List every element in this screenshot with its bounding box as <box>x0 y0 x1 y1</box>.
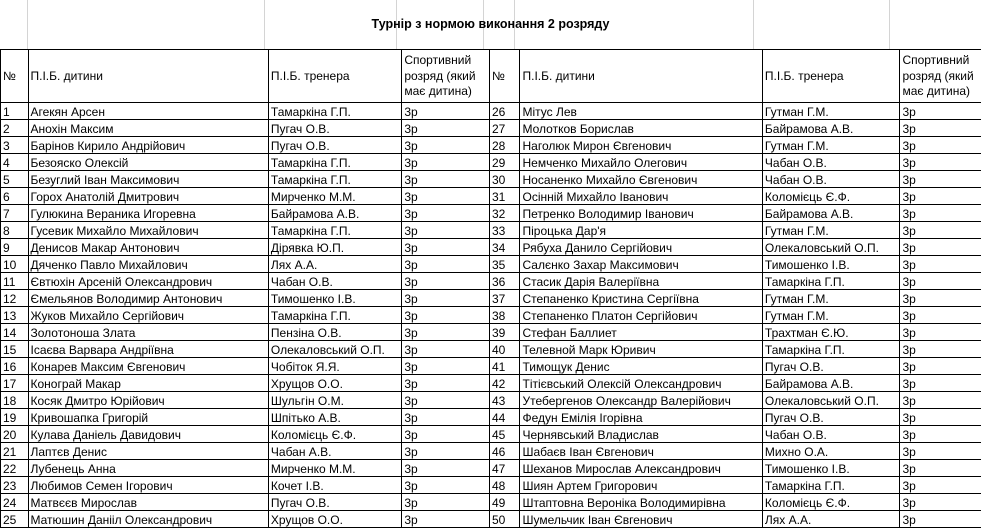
cell-rank[interactable]: 3р <box>900 426 981 443</box>
cell-num[interactable]: 26 <box>489 103 520 120</box>
cell-num[interactable]: 4 <box>1 154 29 171</box>
cell-child-name[interactable]: Степаненко Кристина Сергіївна <box>520 290 762 307</box>
table-row <box>1 154 981 171</box>
cell-coach-name[interactable]: Мирченко М.М. <box>268 460 401 477</box>
table-row <box>1 103 981 120</box>
cell-child-name[interactable]: Жуков Михайло Сергійович <box>28 307 268 324</box>
cell-child-name[interactable]: Безояско Олексій <box>28 154 268 171</box>
header-child-name[interactable]: П.І.Б. дитини <box>28 50 268 103</box>
cell-rank[interactable]: 3р <box>402 273 490 290</box>
cell-child-name[interactable]: Федун Емілія Ігорівна <box>520 409 762 426</box>
cell-rank[interactable]: 3р <box>402 137 490 154</box>
cell-coach-name[interactable]: Пугач О.В. <box>268 494 401 511</box>
cell-num[interactable]: 38 <box>489 307 520 324</box>
header-num[interactable]: № <box>489 50 520 103</box>
cell-child-name[interactable]: Безуглий Іван Максимович <box>28 171 268 188</box>
cell-coach-name[interactable]: Гутман Г.М. <box>762 137 900 154</box>
cell-num[interactable]: 37 <box>489 290 520 307</box>
cell-rank[interactable]: 3р <box>402 307 490 324</box>
cell-coach-name[interactable]: Дірявка Ю.П. <box>268 239 401 256</box>
cell-num[interactable]: 47 <box>489 460 520 477</box>
cell-rank[interactable]: 3р <box>900 307 981 324</box>
cell-num[interactable]: 36 <box>489 273 520 290</box>
cell-num[interactable]: 21 <box>1 443 29 460</box>
cell-coach-name[interactable]: Чобіток Я.Я. <box>268 358 401 375</box>
table-row <box>1 494 981 511</box>
cell-num[interactable]: 23 <box>1 477 29 494</box>
cell-coach-name[interactable]: Мирченко М.М. <box>268 188 401 205</box>
cell-coach-name[interactable]: Хрущов О.О. <box>268 511 401 528</box>
cell-num[interactable]: 44 <box>489 409 520 426</box>
cell-coach-name[interactable]: Чабан О.В. <box>268 273 401 290</box>
cell-child-name[interactable]: Носаненко Михайло Євгенович <box>520 171 762 188</box>
cell-rank[interactable]: 3р <box>402 256 490 273</box>
cell-child-name[interactable]: Степаненко Платон Сергійович <box>520 307 762 324</box>
cell-coach-name[interactable]: Лях А.А. <box>268 256 401 273</box>
cell-child-name[interactable]: Косяк Дмитро Юрійович <box>28 392 268 409</box>
cell-num[interactable]: 11 <box>1 273 29 290</box>
cell-num[interactable]: 24 <box>1 494 29 511</box>
cell-num[interactable]: 5 <box>1 171 29 188</box>
cell-rank[interactable]: 3р <box>900 120 981 137</box>
table-row <box>1 273 981 290</box>
cell-num[interactable]: 46 <box>489 443 520 460</box>
cell-num[interactable]: 31 <box>489 188 520 205</box>
cell-num[interactable]: 35 <box>489 256 520 273</box>
cell-child-name[interactable]: Рябуха Данило Сергійович <box>520 239 762 256</box>
table-row <box>1 120 981 137</box>
cell-child-name[interactable]: Шеханов Мирослав Александрович <box>520 460 762 477</box>
page-title: Турнір з нормою виконання 2 розряду <box>371 17 610 31</box>
table-row <box>1 341 981 358</box>
cell-child-name[interactable]: Конограй Макар <box>28 375 268 392</box>
cell-coach-name[interactable]: Чабан О.В. <box>762 426 900 443</box>
cell-coach-name[interactable]: Тамаркіна Г.П. <box>268 154 401 171</box>
table-row <box>1 460 981 477</box>
table-row <box>1 239 981 256</box>
cell-rank[interactable]: 3р <box>900 256 981 273</box>
cell-child-name[interactable]: Шабаєв Іван Євгенович <box>520 443 762 460</box>
cell-coach-name[interactable]: Пугач О.В. <box>268 120 401 137</box>
cell-rank[interactable]: 3р <box>900 443 981 460</box>
cell-rank[interactable]: 3р <box>900 205 981 222</box>
cell-child-name[interactable]: Горох Анатолій Дмитрович <box>28 188 268 205</box>
cell-rank[interactable]: 3р <box>402 324 490 341</box>
cell-child-name[interactable]: Тітієвський Олексій Олександрович <box>520 375 762 392</box>
participants-table <box>0 49 981 528</box>
cell-child-name[interactable]: Салєнко Захар Максимович <box>520 256 762 273</box>
cell-child-name[interactable]: Штаптовна Вероніка Володимирівна <box>520 494 762 511</box>
cell-num[interactable]: 8 <box>1 222 29 239</box>
cell-rank[interactable]: 3р <box>402 460 490 477</box>
cell-coach-name[interactable]: Тамаркіна Г.П. <box>268 222 401 239</box>
cell-rank[interactable]: 3р <box>900 222 981 239</box>
cell-num[interactable]: 41 <box>489 358 520 375</box>
cell-coach-name[interactable]: Гутман Г.М. <box>762 103 900 120</box>
cell-child-name[interactable]: Чернявський Владислав <box>520 426 762 443</box>
cell-coach-name[interactable]: Тамаркіна Г.П. <box>762 477 900 494</box>
cell-child-name[interactable]: Утебергенов Олександр Валерійович <box>520 392 762 409</box>
cell-coach-name[interactable]: Кочет І.В. <box>268 477 401 494</box>
cell-coach-name[interactable]: Шульгін О.М. <box>268 392 401 409</box>
cell-num[interactable]: 50 <box>489 511 520 528</box>
cell-child-name[interactable]: Лаптєв Денис <box>28 443 268 460</box>
cell-num[interactable]: 22 <box>1 460 29 477</box>
cell-rank[interactable]: 3р <box>900 511 981 528</box>
table-row <box>1 392 981 409</box>
cell-num[interactable]: 32 <box>489 205 520 222</box>
table-row <box>1 324 981 341</box>
title-band <box>0 0 981 49</box>
cell-rank[interactable]: 3р <box>402 120 490 137</box>
cell-num[interactable]: 29 <box>489 154 520 171</box>
cell-child-name[interactable]: Піроцька Дар'я <box>520 222 762 239</box>
cell-coach-name[interactable]: Гутман Г.М. <box>762 222 900 239</box>
table-row <box>1 137 981 154</box>
cell-rank[interactable]: 3р <box>402 511 490 528</box>
cell-rank[interactable]: 3р <box>900 409 981 426</box>
cell-child-name[interactable]: Немченко Михайло Олегович <box>520 154 762 171</box>
cell-child-name[interactable]: Петренко Володимир Іванович <box>520 205 762 222</box>
cell-num[interactable]: 3 <box>1 137 29 154</box>
table-row <box>1 358 981 375</box>
cell-child-name[interactable]: Барінов Кирило Андрійович <box>28 137 268 154</box>
cell-coach-name[interactable]: Пугач О.В. <box>762 409 900 426</box>
cell-num[interactable]: 7 <box>1 205 29 222</box>
cell-child-name[interactable]: Кулава Даніель Давидович <box>28 426 268 443</box>
table-row <box>1 290 981 307</box>
cell-coach-name[interactable]: Олекаловський О.П. <box>268 341 401 358</box>
cell-coach-name[interactable]: Гутман Г.М. <box>762 307 900 324</box>
cell-rank[interactable]: 3р <box>402 239 490 256</box>
cell-child-name[interactable]: Денисов Макар Антонович <box>28 239 268 256</box>
cell-coach-name[interactable]: Шпітько А.В. <box>268 409 401 426</box>
header-row <box>1 50 981 103</box>
cell-rank[interactable]: 3р <box>402 409 490 426</box>
cell-num[interactable]: 33 <box>489 222 520 239</box>
cell-rank[interactable]: 3р <box>900 171 981 188</box>
cell-child-name[interactable]: Стефан Баллиет <box>520 324 762 341</box>
cell-rank[interactable]: 3р <box>402 375 490 392</box>
table-row <box>1 171 981 188</box>
cell-num[interactable]: 30 <box>489 171 520 188</box>
cell-coach-name[interactable]: Тамаркіна Г.П. <box>268 307 401 324</box>
cell-rank[interactable]: 3р <box>900 358 981 375</box>
cell-num[interactable]: 19 <box>1 409 29 426</box>
table-row <box>1 477 981 494</box>
cell-num[interactable]: 9 <box>1 239 29 256</box>
cell-rank[interactable]: 3р <box>402 341 490 358</box>
cell-coach-name[interactable]: Олекаловський О.П. <box>762 239 900 256</box>
cell-rank[interactable]: 3р <box>402 494 490 511</box>
cell-coach-name[interactable]: Коломієць Є.Ф. <box>762 188 900 205</box>
table-row <box>1 256 981 273</box>
header-coach-name[interactable]: П.І.Б. тренера <box>762 50 900 103</box>
cell-rank[interactable]: 3р <box>900 103 981 120</box>
cell-rank[interactable]: 3р <box>402 205 490 222</box>
table-row <box>1 188 981 205</box>
cell-num[interactable]: 2 <box>1 120 29 137</box>
cell-child-name[interactable]: Анохін Максим <box>28 120 268 137</box>
cell-num[interactable]: 20 <box>1 426 29 443</box>
table-row <box>1 511 981 528</box>
cell-coach-name[interactable]: Олекаловський О.П. <box>762 392 900 409</box>
cell-rank[interactable]: 3р <box>402 358 490 375</box>
cell-child-name[interactable]: Наголюк Мирон Євгенович <box>520 137 762 154</box>
cell-child-name[interactable]: Кривошапка Григорій <box>28 409 268 426</box>
cell-coach-name[interactable]: Байрамова А.В. <box>762 375 900 392</box>
cell-coach-name[interactable]: Лях А.А. <box>762 511 900 528</box>
cell-coach-name[interactable]: Чабан О.В. <box>762 154 900 171</box>
cell-rank[interactable]: 3р <box>900 273 981 290</box>
header-child-name[interactable]: П.І.Б. дитини <box>520 50 762 103</box>
cell-num[interactable]: 39 <box>489 324 520 341</box>
cell-num[interactable]: 15 <box>1 341 29 358</box>
header-rank[interactable]: Спортивний розряд (який має дитина) <box>900 50 981 103</box>
cell-rank[interactable]: 3р <box>900 375 981 392</box>
cell-coach-name[interactable]: Байрамова А.В. <box>762 120 900 137</box>
cell-coach-name[interactable]: Тамаркіна Г.П. <box>268 103 401 120</box>
cell-rank[interactable]: 3р <box>402 154 490 171</box>
cell-coach-name[interactable]: Байрамова А.В. <box>268 205 401 222</box>
cell-coach-name[interactable]: Пугач О.В. <box>268 137 401 154</box>
cell-coach-name[interactable]: Чабан А.В. <box>268 443 401 460</box>
cell-coach-name[interactable]: Гутман Г.М. <box>762 290 900 307</box>
cell-rank[interactable]: 3р <box>900 392 981 409</box>
cell-coach-name[interactable]: Пензіна О.В. <box>268 324 401 341</box>
cell-rank[interactable]: 3р <box>402 477 490 494</box>
cell-rank[interactable]: 3р <box>900 137 981 154</box>
cell-coach-name[interactable]: Тамаркіна Г.П. <box>762 273 900 290</box>
cell-rank[interactable]: 3р <box>900 239 981 256</box>
cell-num[interactable]: 49 <box>489 494 520 511</box>
cell-rank[interactable]: 3р <box>402 426 490 443</box>
cell-child-name[interactable]: Євтюхін Арсеній Олександрович <box>28 273 268 290</box>
cell-coach-name[interactable]: Михно О.А. <box>762 443 900 460</box>
table-row <box>1 205 981 222</box>
cell-rank[interactable]: 3р <box>900 341 981 358</box>
cell-num[interactable]: 13 <box>1 307 29 324</box>
cell-rank[interactable]: 3р <box>402 443 490 460</box>
cell-child-name[interactable]: Любимов Семен Ігорович <box>28 477 268 494</box>
cell-coach-name[interactable]: Хрущов О.О. <box>268 375 401 392</box>
cell-rank[interactable]: 3р <box>900 154 981 171</box>
cell-child-name[interactable]: Конарев Максим Євгенович <box>28 358 268 375</box>
table-row <box>1 375 981 392</box>
table-row <box>1 307 981 324</box>
table-row <box>1 409 981 426</box>
cell-num[interactable]: 43 <box>489 392 520 409</box>
cell-child-name[interactable]: Матюшин Данііл Олександрович <box>28 511 268 528</box>
cell-coach-name[interactable]: Чабан О.В. <box>762 171 900 188</box>
cell-child-name[interactable]: Осінній Михайло Іванович <box>520 188 762 205</box>
cell-child-name[interactable]: Молотков Борислав <box>520 120 762 137</box>
cell-child-name[interactable]: Матвєєв Мирослав <box>28 494 268 511</box>
cell-rank[interactable]: 3р <box>900 477 981 494</box>
cell-rank[interactable]: 3р <box>402 171 490 188</box>
cell-child-name[interactable]: Ємельянов Володимир Антонович <box>28 290 268 307</box>
cell-child-name[interactable]: Гулюкина Вераника Игоревна <box>28 205 268 222</box>
cell-num[interactable]: 28 <box>489 137 520 154</box>
cell-num[interactable]: 16 <box>1 358 29 375</box>
cell-num[interactable]: 17 <box>1 375 29 392</box>
cell-rank[interactable]: 3р <box>900 460 981 477</box>
cell-coach-name[interactable]: Коломієць Є.Ф. <box>268 426 401 443</box>
cell-num[interactable]: 27 <box>489 120 520 137</box>
cell-num[interactable]: 45 <box>489 426 520 443</box>
cell-coach-name[interactable]: Трахтман Є.Ю. <box>762 324 900 341</box>
cell-coach-name[interactable]: Тамаркіна Г.П. <box>268 171 401 188</box>
cell-rank[interactable]: 3р <box>402 188 490 205</box>
cell-num[interactable]: 1 <box>1 103 29 120</box>
cell-num[interactable]: 14 <box>1 324 29 341</box>
header-coach-name[interactable]: П.І.Б. тренера <box>268 50 401 103</box>
table-row <box>1 222 981 239</box>
cell-rank[interactable]: 3р <box>900 494 981 511</box>
cell-coach-name[interactable]: Тимошенко І.В. <box>762 256 900 273</box>
cell-num[interactable]: 40 <box>489 341 520 358</box>
cell-child-name[interactable]: Ісаєва Варвара Андріївна <box>28 341 268 358</box>
table-row <box>1 443 981 460</box>
cell-rank[interactable]: 3р <box>900 290 981 307</box>
cell-child-name[interactable]: Мітус Лев <box>520 103 762 120</box>
cell-child-name[interactable]: Агекян Арсен <box>28 103 268 120</box>
cell-num[interactable]: 12 <box>1 290 29 307</box>
cell-child-name[interactable]: Дяченко Павло Михайлович <box>28 256 268 273</box>
cell-num[interactable]: 6 <box>1 188 29 205</box>
cell-num[interactable]: 34 <box>489 239 520 256</box>
cell-rank[interactable]: 3р <box>402 392 490 409</box>
cell-child-name[interactable]: Лубенець Анна <box>28 460 268 477</box>
cell-num[interactable]: 42 <box>489 375 520 392</box>
cell-child-name[interactable]: Тимощук Денис <box>520 358 762 375</box>
cell-child-name[interactable]: Стасик Дарія Валеріївна <box>520 273 762 290</box>
cell-child-name[interactable]: Золотоноша Злата <box>28 324 268 341</box>
header-rank[interactable]: Спортивний розряд (який має дитина) <box>402 50 490 103</box>
cell-rank[interactable]: 3р <box>900 324 981 341</box>
cell-coach-name[interactable]: Тамаркіна Г.П. <box>762 341 900 358</box>
cell-rank[interactable]: 3р <box>402 222 490 239</box>
cell-num[interactable]: 25 <box>1 511 29 528</box>
cell-coach-name[interactable]: Байрамова А.В. <box>762 205 900 222</box>
cell-coach-name[interactable]: Тимошенко І.В. <box>268 290 401 307</box>
cell-coach-name[interactable]: Пугач О.В. <box>762 358 900 375</box>
cell-child-name[interactable]: Гусевик Михайло Михайлович <box>28 222 268 239</box>
cell-coach-name[interactable]: Тимошенко І.В. <box>762 460 900 477</box>
cell-rank[interactable]: 3р <box>402 103 490 120</box>
cell-child-name[interactable]: Шиян Артем Григорович <box>520 477 762 494</box>
cell-num[interactable]: 48 <box>489 477 520 494</box>
header-num[interactable]: № <box>1 50 29 103</box>
cell-rank[interactable]: 3р <box>900 188 981 205</box>
table-row <box>1 426 981 443</box>
cell-rank[interactable]: 3р <box>402 290 490 307</box>
cell-num[interactable]: 10 <box>1 256 29 273</box>
cell-num[interactable]: 18 <box>1 392 29 409</box>
cell-child-name[interactable]: Шумельчик Іван Євгенович <box>520 511 762 528</box>
cell-child-name[interactable]: Телевной Марк Юривич <box>520 341 762 358</box>
cell-coach-name[interactable]: Коломієць Є.Ф. <box>762 494 900 511</box>
